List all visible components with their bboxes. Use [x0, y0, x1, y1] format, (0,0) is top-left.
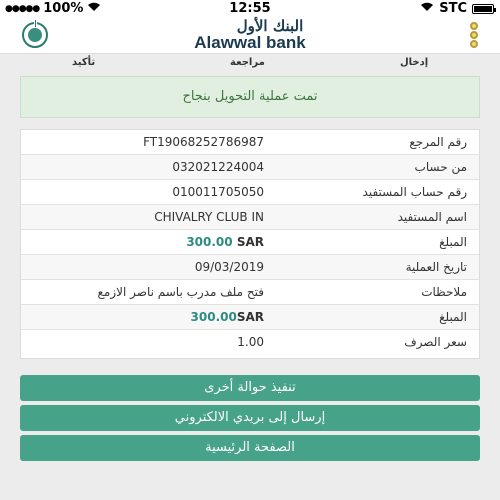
menu-dot	[470, 40, 478, 48]
home-button[interactable]: الصفحة الرئيسية	[20, 435, 480, 461]
amount-currency: SAR	[236, 310, 264, 324]
step-confirm: تأكيد	[72, 57, 96, 68]
detail-value: 1.00	[237, 335, 264, 349]
detail-label: المبلغ	[439, 235, 467, 249]
detail-amount-value	[186, 235, 264, 249]
battery-fill	[474, 6, 492, 12]
battery-percent: 100%	[43, 1, 84, 16]
status-right	[420, 1, 494, 16]
menu-dots-icon[interactable]	[470, 22, 480, 48]
menu-dot	[470, 22, 478, 30]
detail-value: FT19068252786987	[143, 135, 264, 149]
logout-button[interactable]	[22, 22, 48, 48]
status-bar	[0, 0, 500, 18]
success-alert: تمت عملية التحويل بنجاح	[20, 76, 480, 118]
bank-logo	[170, 19, 330, 51]
amount-currency: SAR	[232, 235, 264, 249]
detail-row-date	[21, 255, 479, 280]
detail-value: 09/03/2019	[194, 260, 264, 274]
detail-value: 032021224004	[172, 160, 264, 174]
detail-label: تاريخ العملية	[405, 260, 467, 274]
app-header	[0, 18, 500, 54]
detail-label: من حساب	[414, 160, 467, 174]
detail-value: فتح ملف مدرب باسم ناصر الازمع	[97, 285, 264, 299]
amount-number: 300.00	[190, 310, 237, 324]
detail-label: رقم حساب المستفيد	[362, 185, 467, 199]
menu-dot	[470, 31, 478, 39]
amount-number: 300.00	[186, 235, 233, 249]
detail-label: سعر الصرف	[404, 335, 467, 349]
detail-label: رقم المرجع	[409, 135, 467, 149]
send-email-button[interactable]: إرسال إلى بريدي الالكتروني	[20, 405, 480, 431]
step-review: مراجعة	[230, 57, 265, 68]
detail-row-beneficiary-name	[21, 205, 479, 230]
carrier-name: STC	[439, 1, 467, 16]
detail-row-amount-2	[21, 305, 479, 330]
power-icon	[28, 28, 42, 42]
transfer-details	[20, 129, 480, 359]
detail-row-notes	[21, 280, 479, 305]
logo-arabic: البنك الأول	[236, 17, 304, 35]
detail-row-reference	[21, 130, 479, 155]
detail-row-exchange-rate	[21, 330, 479, 355]
detail-row-from-account	[21, 155, 479, 180]
detail-value: 010011705050	[172, 185, 264, 199]
power-icon-line	[34, 19, 37, 28]
another-transfer-button[interactable]: تنفيذ حوالة أخرى	[20, 375, 480, 401]
progress-steps	[0, 55, 500, 71]
detail-row-beneficiary-account	[21, 180, 479, 205]
status-time: 12:55	[229, 1, 271, 16]
detail-label: المبلغ	[439, 310, 467, 324]
signal-icon: ●●●●●	[5, 3, 40, 14]
wifi-icon	[420, 1, 434, 16]
logo-english: Alawwal bank	[194, 33, 306, 52]
detail-row-amount	[21, 230, 479, 255]
detail-label: اسم المستفيد	[397, 210, 467, 224]
battery-icon	[472, 4, 494, 14]
detail-label: ملاحظات	[421, 285, 467, 299]
detail-value: CHIVALRY CLUB IN	[154, 210, 264, 224]
step-entry: إدخال	[400, 57, 429, 68]
detail-amount-value	[191, 310, 264, 324]
